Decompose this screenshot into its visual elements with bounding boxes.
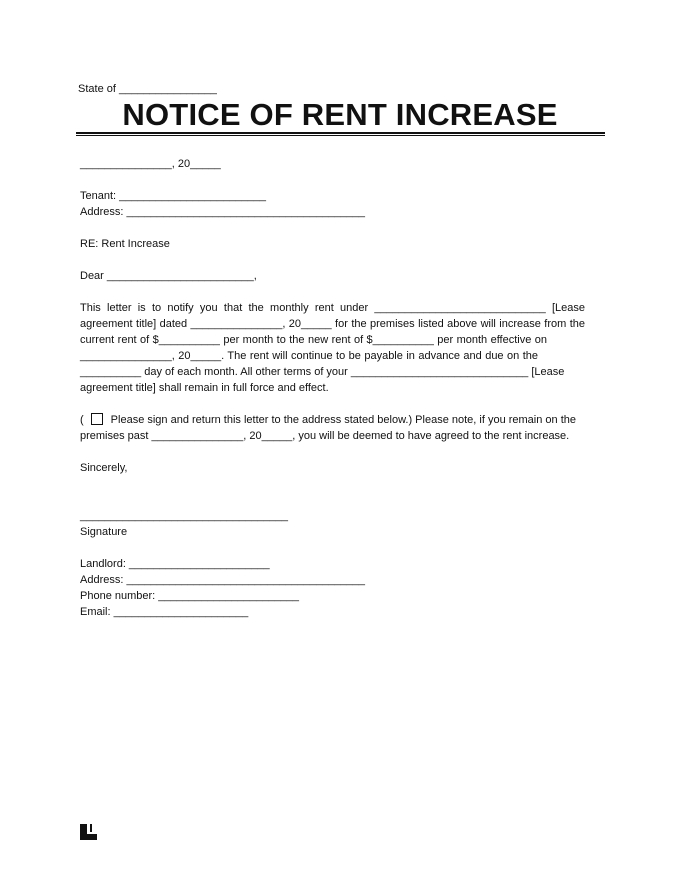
note-line-1 xyxy=(80,413,576,427)
tenant-line: Tenant: ________________________ xyxy=(80,190,266,202)
state-line: State of ________________ xyxy=(78,83,217,95)
note-line-2: premises past _______________, 20_____, you will be deemed to have agreed to the rent increase. xyxy=(80,430,570,442)
open-paren: ( xyxy=(80,414,84,426)
body-paragraph-line: current rent of $__________ per month to the new rent of $__________ per month effective on xyxy=(80,334,547,346)
body-paragraph-line: _______________, 20_____. The rent will continue to be payable in advance and due on the xyxy=(80,350,538,362)
closing: Sincerely, xyxy=(80,462,128,474)
re-line: RE: Rent Increase xyxy=(80,238,170,250)
body-paragraph-line: __________ day of each month. All other terms of your _____________________________ [Lease xyxy=(80,366,565,378)
checkbox-label: Please sign and return this letter to the address stated below.) Please note, if you remain on the xyxy=(110,414,577,426)
dear-line: Dear ________________________, xyxy=(80,270,257,282)
signature-label: Signature xyxy=(80,526,128,538)
title-rule-top xyxy=(76,132,605,134)
body-paragraph-line: This letter is to notify you that the monthly rent under ____________________________ [Lease xyxy=(80,302,585,314)
body-paragraph-line: agreement title] dated _______________, 20_____ for the premises listed above will increase from the xyxy=(80,318,585,330)
brand-logo-icon xyxy=(80,824,97,840)
phone-line: Phone number: _______________________ xyxy=(80,590,299,602)
page-title: NOTICE OF RENT INCREASE xyxy=(122,97,558,132)
landlord-address-line: Address: _______________________________________ xyxy=(80,574,366,586)
email-line: Email: ______________________ xyxy=(80,606,249,618)
tenant-address-line: Address: _______________________________________ xyxy=(80,206,366,218)
sign-return-checkbox[interactable] xyxy=(91,413,103,425)
title-rule-bottom xyxy=(76,135,605,136)
signature-line: __________________________________ xyxy=(80,510,289,522)
date-line: _______________, 20_____ xyxy=(80,158,221,170)
body-paragraph-line: agreement title] shall remain in full force and effect. xyxy=(80,382,329,394)
landlord-line: Landlord: _______________________ xyxy=(80,558,270,570)
